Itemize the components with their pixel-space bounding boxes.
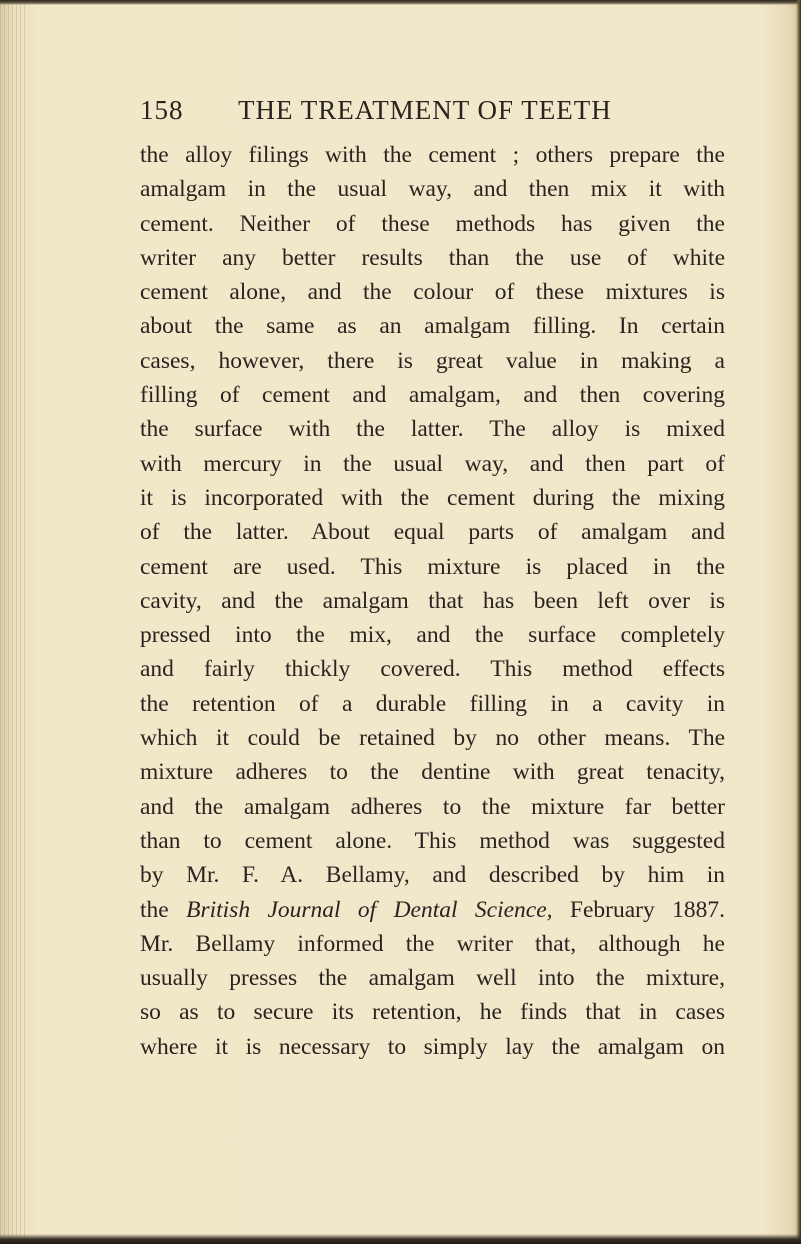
body-lines-after-citation bbox=[140, 927, 725, 1064]
running-head bbox=[140, 95, 740, 135]
text-line-content: cement. Neither of these methods has given the bbox=[140, 210, 725, 237]
text-line bbox=[140, 172, 725, 206]
text-line-content: than to cement alone. This method was suggested bbox=[140, 827, 725, 854]
text-line-content: cement are used. This mixture is placed in the bbox=[140, 553, 725, 580]
text-line bbox=[140, 618, 725, 652]
text-line-content: filling of cement and amalgam, and then covering bbox=[140, 382, 725, 409]
text-line bbox=[140, 138, 725, 172]
text-line-content: where it is necessary to simply lay the amalgam on bbox=[140, 1033, 725, 1060]
page-gutter-edge bbox=[0, 0, 26, 1244]
text-line bbox=[140, 378, 725, 412]
citation-line bbox=[140, 893, 725, 927]
text-line bbox=[140, 412, 725, 446]
text-line bbox=[140, 1030, 725, 1064]
page-number: 158 bbox=[140, 95, 184, 125]
text-line-content: by Mr. F. A. Bellamy, and described by him in bbox=[140, 862, 725, 889]
text-line bbox=[140, 961, 725, 995]
page-right-edge bbox=[796, 0, 801, 1244]
text-line bbox=[140, 241, 725, 275]
text-line bbox=[140, 721, 725, 755]
text-line-content: mixture adheres to the dentine with great tenacity, bbox=[140, 759, 725, 786]
text-line bbox=[140, 550, 725, 584]
text-line bbox=[140, 515, 725, 549]
citation-before: the bbox=[140, 896, 187, 923]
text-line-content: and fairly thickly covered. This method effects bbox=[140, 656, 725, 683]
text-line bbox=[140, 344, 725, 378]
text-line bbox=[140, 275, 725, 309]
text-line bbox=[140, 652, 725, 686]
text-line bbox=[140, 824, 725, 858]
text-line-content: amalgam in the usual way, and then mix it with bbox=[140, 176, 725, 203]
text-line-content: pressed into the mix, and the surface completely bbox=[140, 622, 725, 649]
text-line bbox=[140, 447, 725, 481]
text-line bbox=[140, 755, 725, 789]
text-line-content: the surface with the latter. The alloy is mixed bbox=[140, 416, 725, 443]
text-line bbox=[140, 995, 725, 1029]
text-line bbox=[140, 309, 725, 343]
journal-title: British Journal of Dental Science, bbox=[186, 896, 553, 923]
text-line-content: the retention of a durable filling in a cavity in bbox=[140, 690, 725, 717]
text-line-content: with mercury in the usual way, and then part of bbox=[140, 450, 725, 477]
text-line-content: Mr. Bellamy informed the writer that, although he bbox=[140, 930, 725, 957]
text-line bbox=[140, 207, 725, 241]
text-line-content: cases, however, there is great value in making a bbox=[140, 347, 725, 374]
text-line-content: it is incorporated with the cement during the mixing bbox=[140, 484, 725, 511]
text-line-content: writer any better results than the use of white bbox=[140, 244, 725, 271]
text-line-content: about the same as an amalgam filling. In certain bbox=[140, 313, 725, 340]
body-text bbox=[140, 138, 725, 1064]
text-line bbox=[140, 584, 725, 618]
text-line bbox=[140, 927, 725, 961]
text-line-content: of the latter. About equal parts of amalgam and bbox=[140, 519, 725, 546]
text-line-content: which it could be retained by no other means. The bbox=[140, 725, 725, 752]
text-line bbox=[140, 858, 725, 892]
citation-after: February 1887. bbox=[552, 896, 725, 923]
text-line bbox=[140, 687, 725, 721]
text-line bbox=[140, 790, 725, 824]
text-line-content: cavity, and the amalgam that has been left over is bbox=[140, 587, 725, 614]
text-line-content: and the amalgam adheres to the mixture far better bbox=[140, 793, 725, 820]
text-line-content: so as to secure its retention, he finds that in cases bbox=[140, 999, 725, 1026]
text-line bbox=[140, 481, 725, 515]
text-line-content: cement alone, and the colour of these mixtures is bbox=[140, 279, 725, 306]
page-top-edge bbox=[0, 0, 801, 5]
body-lines-before-citation bbox=[140, 138, 725, 893]
text-line-content: usually presses the amalgam well into the mixture, bbox=[140, 965, 725, 992]
page-bottom-edge bbox=[0, 1234, 801, 1244]
text-line-content: the alloy filings with the cement ; others prepare the bbox=[140, 142, 725, 168]
running-head-title: THE TREATMENT OF TEETH bbox=[238, 95, 612, 125]
